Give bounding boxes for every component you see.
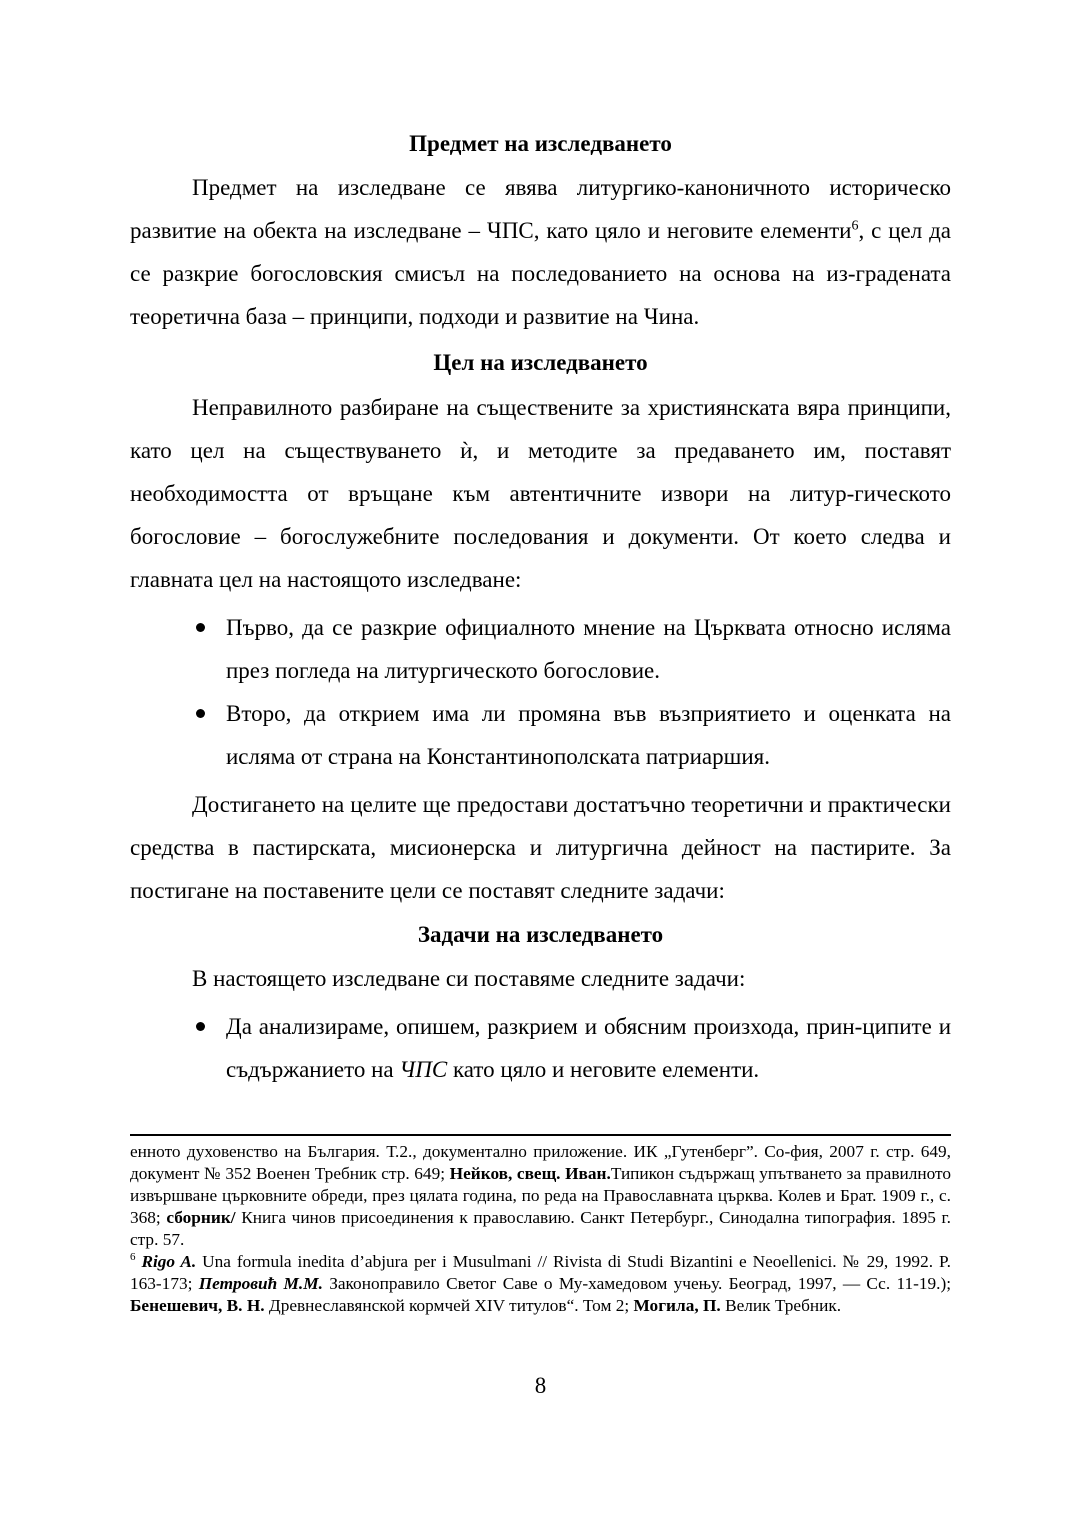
footnote-6 [130,1251,951,1317]
goal-heading: Цел на изследването [433,350,648,375]
footnote-author-rigo: Rigo A. [141,1252,197,1271]
list-item [130,692,951,778]
tasks-heading: Задачи на изследването [417,922,664,947]
goal-paragraph [130,386,951,601]
footnote-6-part3: Древнеславянской кормчей XIV титулов“. Том 2; [264,1296,634,1315]
footnote-6-marker: 6 [130,1251,136,1264]
subject-paragraph-text-after: , с цел да се разкрие богословския смисъл на последованието на основа на из-градената теоретична база – принципи, подходи и развитие на Чина. [130,218,951,329]
bullet-icon [196,709,205,718]
footnote-continued [130,1141,951,1251]
subject-paragraph-text: Предмет на изследване се явява литургико-каноничното историческо развитие на обекта на изследване – ЧПС, като цяло и неговите елементи [130,175,951,243]
tasks-intro-text: В настоящето изследване си поставяме следните задачи: [192,966,746,991]
goal-bullet-2-text: Второ, да открием има ли промяна във възприятието и оценката на исляма от страна на Константинополската патриаршия. [226,701,951,769]
subject-heading: Предмет на изследването [409,131,672,156]
footnote-6-part4: Велик Требник. [720,1296,842,1315]
footnote-divider [130,1134,951,1136]
tasks-intro [130,957,951,1000]
goal-bullet-list [130,606,951,778]
goal-closing-text: Достигането на целите ще предостави достатъчно теоретични и практически средства в пастирската, мисионерска и литургична дейност на пастирите. За постигане на поставените цели се поставят следните задачи: [130,792,951,903]
footnote-author-neykov: Нейков, свещ. Иван. [449,1164,611,1183]
footnote-author-petrovic: Петровић М.М. [198,1274,323,1293]
list-item [130,1005,951,1091]
bullet-icon [196,1022,205,1031]
goal-bullet-1-text: Първо, да се разкрие официалното мнение на Църквата относно исляма през погледа на литургическото богословие. [226,615,951,683]
tasks-bullet-italic: ЧПС [399,1057,448,1082]
goal-closing-paragraph [130,783,951,912]
footnote-author-beneshevich: Бенешевич, В. Н. [130,1296,265,1315]
footnote-continued-part2: Типикон съдържащ упътването за правилното извършване църковните обреди, през цялата година, по реда на Православната църква. Колев и Брат. 1909 г., с. 368; [130,1164,952,1227]
footnotes-area [130,1141,951,1317]
tasks-bullet-text: Да анализираме, опишем, разкрием и обясним произхода, прин-ципите и съдържанието на [226,1014,951,1082]
footnote-author-mogila: Могила, П. [633,1296,721,1315]
tasks-bullet-text-after: като цяло и неговите елементи. [447,1057,760,1082]
footnote-6-part1: Una formula inedita d’abjura per i Musulmani // Rivista di Studi Bizantini e Neoellenici. № 29, 1992. P. 163-173; [130,1252,951,1293]
page-number: 8 [534,1373,547,1398]
tasks-bullet-list [130,1005,951,1091]
subject-paragraph [130,166,951,338]
footnote-continued-part3: Книга чинов присоединения к православию. Санкт Петербург., Синодална типография. 1895 г. стр. 57. [130,1208,951,1249]
goal-paragraph-text: Неправилното разбиране на съществените за християнската вяра принципи, като цел на съществуването ѝ, и методите за предаването им, поставят необходимостта от връщане към автентичните извори на литур-гическото богословие – богослужебните последования и документи. От което следва и главната цел на настоящото изследване: [130,395,951,592]
footnote-6-part2: Законоправило Светог Саве о Му-хамедовом учењу. Београд, 1997, — Сс. 11-19.); [322,1274,952,1293]
footnote-ref-6: 6 [851,218,859,234]
footnote-continued-part1: енното духовенство на България. Т.2., документално приложение. ИК „Гутенберг”. Со-фия, 2007 г. стр. 649, документ № 352 Военен Требник стр. 649; [130,1142,951,1183]
list-item [130,606,951,692]
footnote-sbornik: сборник/ [166,1208,236,1227]
bullet-icon [196,623,205,632]
